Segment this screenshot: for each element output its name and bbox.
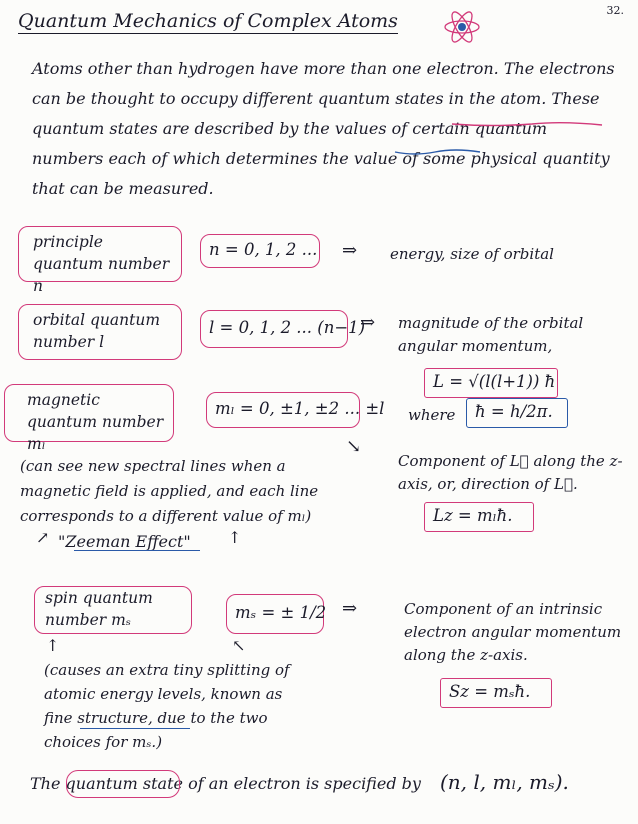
zeeman-note: (can see new spectral lines when a magnetic field is applied, and each line corresponds to a different value of mₗ) [20,457,319,525]
principle-description: energy, size of orbital [390,245,554,263]
principle-values: n = 0, 1, 2 ... [209,240,318,259]
principle-values-box [200,234,320,268]
orbital-formula: L = √(l(l+1)) ħ [433,372,556,391]
magnetic-arrow: ↘ [346,436,362,457]
page-title: Quantum Mechanics of Complex Atoms [18,10,398,32]
zeeman-label: "Zeeman Effect" [58,532,191,551]
spin-arrow: ⇒ [342,598,358,619]
magnetic-formula-box [424,502,534,532]
spin-description: Component of an intrinsic electron angular momentum along the z-axis. [404,600,622,664]
orbital-formula-box [424,368,558,398]
orbital-label-box [18,304,182,360]
magnetic-values-box [206,392,385,428]
page-number: 32. [606,4,624,17]
magnetic-label: magnetic quantum number mₗ [27,391,164,453]
principle-label-box [18,226,182,295]
orbital-values: l = 0, 1, 2 ... (n−1) [209,318,366,337]
footer-statement: The quantum state of an electron is specified by [30,774,421,793]
orbital-label: orbital quantum number l [33,311,161,351]
atom-icon [442,10,482,44]
spin-label-box [34,586,192,634]
principle-label: principle quantum number n [33,233,170,295]
zeeman-arrow-right: ↑ [228,528,242,547]
spin-formula: Sz = mₛħ. [449,682,531,701]
fine-structure-underline [80,728,190,729]
hbar-box [466,398,568,428]
spin-formula-box [440,678,552,708]
fine-structure-note: (causes an extra tiny splitting of atomic energy levels, known as fine structure, due to the two choices for mₛ.) [44,661,290,751]
footer-highlight [66,770,180,798]
orbital-description: magnitude of the orbital angular momentum, [398,314,584,355]
hbar-formula: ħ = h/2π. [475,402,553,421]
footer-tuple: (n, l, mₗ, mₛ). [440,770,569,794]
principle-arrow: ⇒ [342,240,358,261]
magnetic-values: mₗ = 0, ±1, ±2 ... ±l [215,399,385,418]
fine-arrow: ↑ [46,636,60,655]
intro-paragraph: Atoms other than hydrogen have more than one electron. The electrons can be thought to occupy different quantum states in the atom. These quantum states are described by the values of certain quantum numbers each of which determines the value of some physical quantity that can be measured. [32,59,615,198]
zeeman-underline [74,550,200,551]
spin-values: mₛ = ± 1/2 [235,603,327,622]
fine-arrow-right: ↖ [232,636,246,655]
magnetic-description: Component of L⃗ along the z-axis, or, direction of L⃗. [398,452,623,493]
spin-label: spin quantum number mₛ [45,589,153,629]
where-label: where [408,406,456,424]
orbital-arrow: ⇒ [360,312,376,333]
spin-values-box [226,594,327,634]
magnetic-label-box [4,384,174,453]
zeeman-arrows: ↗ [36,528,50,547]
magnetic-formula: Lz = mₗħ. [433,506,513,525]
orbital-values-box [200,310,366,348]
